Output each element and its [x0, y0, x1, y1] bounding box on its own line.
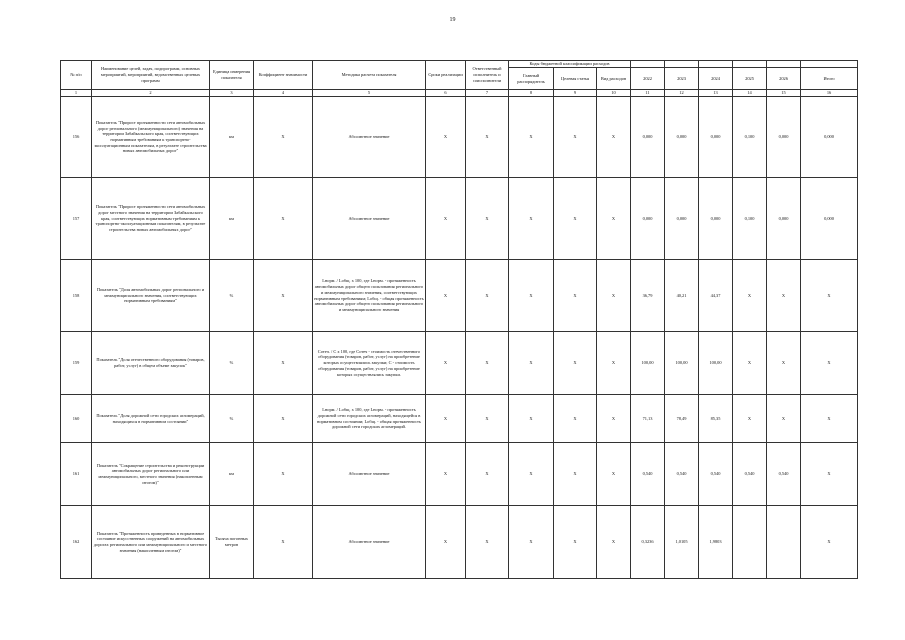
row-admin: Х — [509, 395, 554, 443]
row-unit: % — [210, 332, 254, 395]
header-method: Методика расчета показателя — [313, 61, 426, 90]
row-exp: Х — [597, 260, 631, 332]
row-y2023: 0,000 — [665, 178, 699, 260]
row-y2024: 0,000 — [699, 178, 733, 260]
row-target: Х — [554, 332, 597, 395]
row-num: 158 — [61, 260, 92, 332]
row-method: Абсолютное значение — [313, 97, 426, 178]
row-resp: Х — [466, 506, 509, 579]
row-exp: Х — [597, 506, 631, 579]
header-unit: Единица измерения показателя — [210, 61, 254, 90]
row-target: Х — [554, 260, 597, 332]
row-method: Сотеч. / С х 100, где Сотеч - стоимость отечественного оборудования (товаров, работ, услуг) на приобретение которых осуществлялись закупки; С - стоимость оборудования (товаров, работ, услуг) на приобретение которых осуществлялись закупки. — [313, 332, 426, 395]
row-y2022: 0,3236 — [631, 506, 665, 579]
row-y2024: 44,37 — [699, 260, 733, 332]
row-coef: Х — [254, 506, 313, 579]
row-exp: Х — [597, 178, 631, 260]
header-num: № п/п — [61, 61, 92, 90]
column-number-row — [61, 90, 858, 97]
row-name: Показатель "Прирост протяженности сети автомобильных дорог регионального (межмуниципального) значения на территории Забайкальского края, соответствующих нормативным требованиям к транспортно-эксплуатационным показателям, в результате строительства новых автомобильных дорог" — [92, 97, 210, 178]
row-method: Lнорм. / Lобщ. х 100, где Lнорм. - протяженность автомобильных дорог общего пользования регионального и межмуниципального значения, соответствующих нормативным требованиям; Lобщ. - общая протяженность автомобильных дорог общего пользования регионального и межмуниципального значения — [313, 260, 426, 332]
row-unit: % — [210, 395, 254, 443]
column-number: 13 — [699, 90, 733, 97]
column-number: 3 — [210, 90, 254, 97]
row-method: Абсолютное значение — [313, 443, 426, 506]
header-exp-type: Вид расходов — [597, 68, 631, 90]
row-coef: Х — [254, 97, 313, 178]
row-unit: км — [210, 97, 254, 178]
row-resp: Х — [466, 178, 509, 260]
header-budget-group: Коды бюджетной классификации расходов — [509, 61, 631, 68]
row-unit: км — [210, 178, 254, 260]
header-resp: Ответственный исполнитель и соисполнители — [466, 61, 509, 90]
header-row-1 — [61, 61, 858, 68]
row-y2024: 100,00 — [699, 332, 733, 395]
row-name: Показатель "Доля дорожной сети городских агломераций, находящихся в нормативном состоянии" — [92, 395, 210, 443]
row-num: 159 — [61, 332, 92, 395]
row-y2022: 0,540 — [631, 443, 665, 506]
row-target: Х — [554, 506, 597, 579]
table-row — [61, 178, 858, 260]
row-y2025: Х — [733, 332, 767, 395]
column-number: 1 — [61, 90, 92, 97]
row-y2022: 36,79 — [631, 260, 665, 332]
row-name: Показатель "Сокращение строительства и реконструкции автомобильных дорог регионального или межмуниципального, местного значения (накопленным итогом)" — [92, 443, 210, 506]
table-row — [61, 332, 858, 395]
row-total: Х — [801, 443, 858, 506]
row-y2025 — [733, 506, 767, 579]
row-coef: Х — [254, 332, 313, 395]
column-number: 8 — [509, 90, 554, 97]
row-admin: Х — [509, 260, 554, 332]
row-coef: Х — [254, 260, 313, 332]
row-exp: Х — [597, 97, 631, 178]
row-num: 160 — [61, 395, 92, 443]
column-number: 5 — [313, 90, 426, 97]
row-name: Показатель "Доля автомобильных дорог регионального и межмуниципального значения, соответствующих нормативным требованиям" — [92, 260, 210, 332]
row-y2026: 0,000 — [767, 97, 801, 178]
column-number: 16 — [801, 90, 858, 97]
header-y2023: 2023 — [665, 68, 699, 90]
header-y2024: 2024 — [699, 68, 733, 90]
row-num: 162 — [61, 506, 92, 579]
row-total: Х — [801, 506, 858, 579]
row-term: Х — [426, 332, 466, 395]
row-y2025: Х — [733, 260, 767, 332]
table-row — [61, 506, 858, 579]
row-y2022: 0,000 — [631, 97, 665, 178]
row-term: Х — [426, 395, 466, 443]
row-target: Х — [554, 97, 597, 178]
column-number: 10 — [597, 90, 631, 97]
row-unit: % — [210, 260, 254, 332]
row-y2026: 0,000 — [767, 178, 801, 260]
row-target: Х — [554, 178, 597, 260]
row-exp: Х — [597, 332, 631, 395]
row-unit: км — [210, 443, 254, 506]
row-term: Х — [426, 97, 466, 178]
row-num: 157 — [61, 178, 92, 260]
page-number: 19 — [449, 17, 456, 23]
row-y2025: 0,540 — [733, 443, 767, 506]
table-row — [61, 395, 858, 443]
row-term: Х — [426, 178, 466, 260]
header-y2025: 2025 — [733, 68, 767, 90]
column-number: 4 — [254, 90, 313, 97]
row-y2022: 100,00 — [631, 332, 665, 395]
row-method: Абсолютное значение — [313, 506, 426, 579]
header-term: Сроки реализации — [426, 61, 466, 90]
row-y2026 — [767, 506, 801, 579]
row-method: Lнорм. / Lобщ. х 100, где Lнорм. - протяженность дорожной сети городских агломераций, находящейся в нормативном состоянии; Lобщ. - общая протяженность дорожной сети городских агломераций. — [313, 395, 426, 443]
row-admin: Х — [509, 97, 554, 178]
row-admin: Х — [509, 332, 554, 395]
row-y2026: Х — [767, 260, 801, 332]
row-y2025: 0,100 — [733, 97, 767, 178]
row-coef: Х — [254, 443, 313, 506]
table-row — [61, 443, 858, 506]
row-admin: Х — [509, 443, 554, 506]
table-row — [61, 260, 858, 332]
column-number: 15 — [767, 90, 801, 97]
row-total: Х — [801, 395, 858, 443]
row-resp: Х — [466, 443, 509, 506]
row-num: 161 — [61, 443, 92, 506]
header-y2026: 2026 — [767, 68, 801, 90]
row-total: 0,000 — [801, 178, 858, 260]
row-y2023: 78,49 — [665, 395, 699, 443]
row-y2022: 71,13 — [631, 395, 665, 443]
row-name: Показатель "Доля отечественного оборудования (товаров, работ, услуг) в общем объеме закупок" — [92, 332, 210, 395]
row-name: Показатель "Прирост протяженности сети автомобильных дорог местного значения на территории Забайкальского края, соответствующих нормативным требованиям к транспортно-эксплуатационным показателям, в результате строительства новых автомобильных дорог" — [92, 178, 210, 260]
column-number: 12 — [665, 90, 699, 97]
indicators-table — [60, 60, 858, 579]
row-total: 0,000 — [801, 97, 858, 178]
row-y2026: Х — [767, 395, 801, 443]
header-target: Целевая статья — [554, 68, 597, 90]
row-resp: Х — [466, 97, 509, 178]
table-row — [61, 97, 858, 178]
header-y2022: 2022 — [631, 68, 665, 90]
row-total: Х — [801, 332, 858, 395]
row-y2023: 100,00 — [665, 332, 699, 395]
row-target: Х — [554, 395, 597, 443]
row-num: 156 — [61, 97, 92, 178]
header-total: Итого — [801, 68, 858, 90]
column-number: 9 — [554, 90, 597, 97]
row-term: Х — [426, 506, 466, 579]
row-y2025: Х — [733, 395, 767, 443]
row-y2025: 0,100 — [733, 178, 767, 260]
row-term: Х — [426, 443, 466, 506]
header-name: Наименование целей, задач, подпрограмм, основных мероприятий, мероприятий, ведомственных целевых программ — [92, 61, 210, 90]
row-admin: Х — [509, 178, 554, 260]
row-coef: Х — [254, 178, 313, 260]
row-unit: Тысяча погонных метров — [210, 506, 254, 579]
row-name: Показатель "Протяженность приведенных в нормативное состояние искусственных сооружений на автомобильных дорогах регионального или межмуниципального и местного значения (накопленным итогом)" — [92, 506, 210, 579]
row-y2026: 0,540 — [767, 443, 801, 506]
row-resp: Х — [466, 395, 509, 443]
header-coef: Коэффициент значимости — [254, 61, 313, 90]
row-y2023: 1,0105 — [665, 506, 699, 579]
row-resp: Х — [466, 260, 509, 332]
row-total: Х — [801, 260, 858, 332]
column-number: 14 — [733, 90, 767, 97]
column-number: 11 — [631, 90, 665, 97]
row-y2024: 0,540 — [699, 443, 733, 506]
row-admin: Х — [509, 506, 554, 579]
row-resp: Х — [466, 332, 509, 395]
row-y2023: 40,21 — [665, 260, 699, 332]
row-y2023: 0,540 — [665, 443, 699, 506]
row-exp: Х — [597, 443, 631, 506]
row-method: Абсолютное значение — [313, 178, 426, 260]
row-y2024: 85,35 — [699, 395, 733, 443]
row-target: Х — [554, 443, 597, 506]
row-coef: Х — [254, 395, 313, 443]
column-number: 2 — [92, 90, 210, 97]
header-admin: Главный распорядитель — [509, 68, 554, 90]
row-y2024: 1,9803 — [699, 506, 733, 579]
row-y2022: 0,000 — [631, 178, 665, 260]
row-y2023: 0,000 — [665, 97, 699, 178]
column-number: 7 — [466, 90, 509, 97]
row-y2026: Х — [767, 332, 801, 395]
row-y2024: 0,000 — [699, 97, 733, 178]
row-exp: Х — [597, 395, 631, 443]
row-term: Х — [426, 260, 466, 332]
column-number: 6 — [426, 90, 466, 97]
